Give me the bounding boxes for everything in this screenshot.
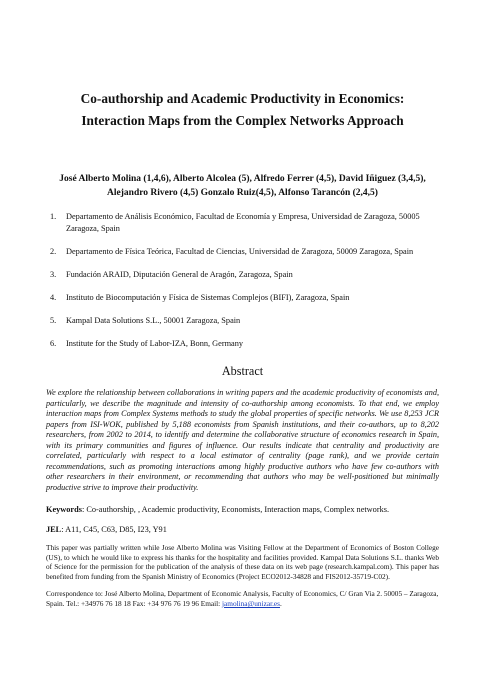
affiliation-item xyxy=(46,315,439,327)
author-list xyxy=(46,172,439,200)
affiliation-item xyxy=(46,211,439,235)
affiliation-number: 2. xyxy=(50,247,57,256)
jel-text: : A11, C45, C63, D85, I23, Y91 xyxy=(61,525,167,534)
affiliation-item xyxy=(46,292,439,304)
affiliation-text: Departamento de Física Teórica, Facultad de Ciencias, Universidad de Zaragoza, 50009 Zaragoza, Spain xyxy=(66,247,414,256)
correspondence-end: . xyxy=(280,598,282,608)
affiliation-number: 5. xyxy=(50,316,57,325)
affiliation-list xyxy=(46,211,439,350)
authors-line-2: Alejandro Rivero (4,5) Gonzalo Ruiz(4,5), Alfonso Tarancón (2,4,5) xyxy=(107,188,378,198)
affiliation-number: 3. xyxy=(50,270,57,279)
correspondence-note xyxy=(46,589,439,608)
correspondence-text: Correspondence to: José Alberto Molina, Department of Economic Analysis, Faculty of Economics, C/ Gran Via 2. 50005 – Zaragoza, Spain. Tel.: +34976 76 18 18 Fax: +34 976 76 19 96 Email: xyxy=(46,589,439,608)
keywords-line xyxy=(46,504,439,515)
paper-title xyxy=(46,0,439,132)
affiliation-text: Instituto de Biocomputación y Física de Sistemas Complejos (BIFI), Zaragoza, Spain xyxy=(66,293,350,302)
keywords-label: Keywords xyxy=(46,505,82,514)
affiliation-text: Fundación ARAID, Diputación General de Aragón, Zaragoza, Spain xyxy=(66,270,293,279)
affiliation-text: Departamento de Análisis Económico, Facultad de Economía y Empresa, Universidad de Zaragoza, 50005 Zaragoza, Spain xyxy=(66,212,420,233)
acknowledgement-note: This paper was partially written while Jose Alberto Molina was Visiting Fellow at the Department of Economics of Boston College (US), to which he would like to express his thanks for the hospitality and facilities provided. Kampal Data Solutions S.L. thanks Web of Science for the permission for the publication of the analysis of these data on its web page (research.kampal.com). This paper has benefited from funding from the Spanish Ministry of Economics (Project ECO2012-34828 and FIS2012-35719-C02). xyxy=(46,543,439,581)
title-line-2: Interaction Maps from the Complex Networks Approach xyxy=(81,113,404,128)
affiliation-text: Kampal Data Solutions S.L., 50001 Zaragoza, Spain xyxy=(66,316,241,325)
keywords-text: : Co-authorship, , Academic productivity, Economists, Interaction maps, Complex networks. xyxy=(81,505,390,514)
authors-line-1: José Alberto Molina (1,4,6), Alberto Alcolea (5), Alfredo Ferrer (4,5), David Iñiguez (3,4,5), xyxy=(59,174,426,184)
jel-label: JEL xyxy=(46,525,62,534)
abstract-heading: Abstract xyxy=(221,364,264,378)
affiliation-item xyxy=(46,246,439,258)
jel-line xyxy=(46,524,439,535)
title-line-1: Co-authorship and Academic Productivity in Economics: xyxy=(80,91,405,106)
abstract-body: We explore the relationship between collaborations in writing papers and the academic productivity of economists and, particularly, we describe the magnitude and intensity of co-authorship among economists. To that end, we employ interaction maps from Complex Systems methods to study the global properties of specific networks. We use 8,253 JCR papers from ISI-WOK, published by 5,188 economists from Spanish institutions, and their co-authors, up to 8,202 researchers, from 2002 to 2014, to identify and determine the collaborative structure of economics research in Spain, with its primary communities and figures of influence. Our results indicate that centrality and productivity are correlated, particularly with respect to a local estimator of centrality (page rank), and we provide certain recommendations, such as promoting interactions among highly productive authors who have few co-authors with other researchers in their environment, or recommending that authors who may be well-positioned but minimally productive strive to improve their productivity. xyxy=(46,388,439,492)
affiliation-item xyxy=(46,338,439,350)
email-link[interactable]: jamolina@unizar.es xyxy=(222,598,280,608)
affiliation-text: Institute for the Study of Labor-IZA, Bonn, Germany xyxy=(66,339,244,348)
affiliation-number: 4. xyxy=(50,293,57,302)
affiliation-number: 6. xyxy=(50,339,57,348)
affiliation-number: 1. xyxy=(50,212,57,221)
affiliation-item xyxy=(46,269,439,281)
